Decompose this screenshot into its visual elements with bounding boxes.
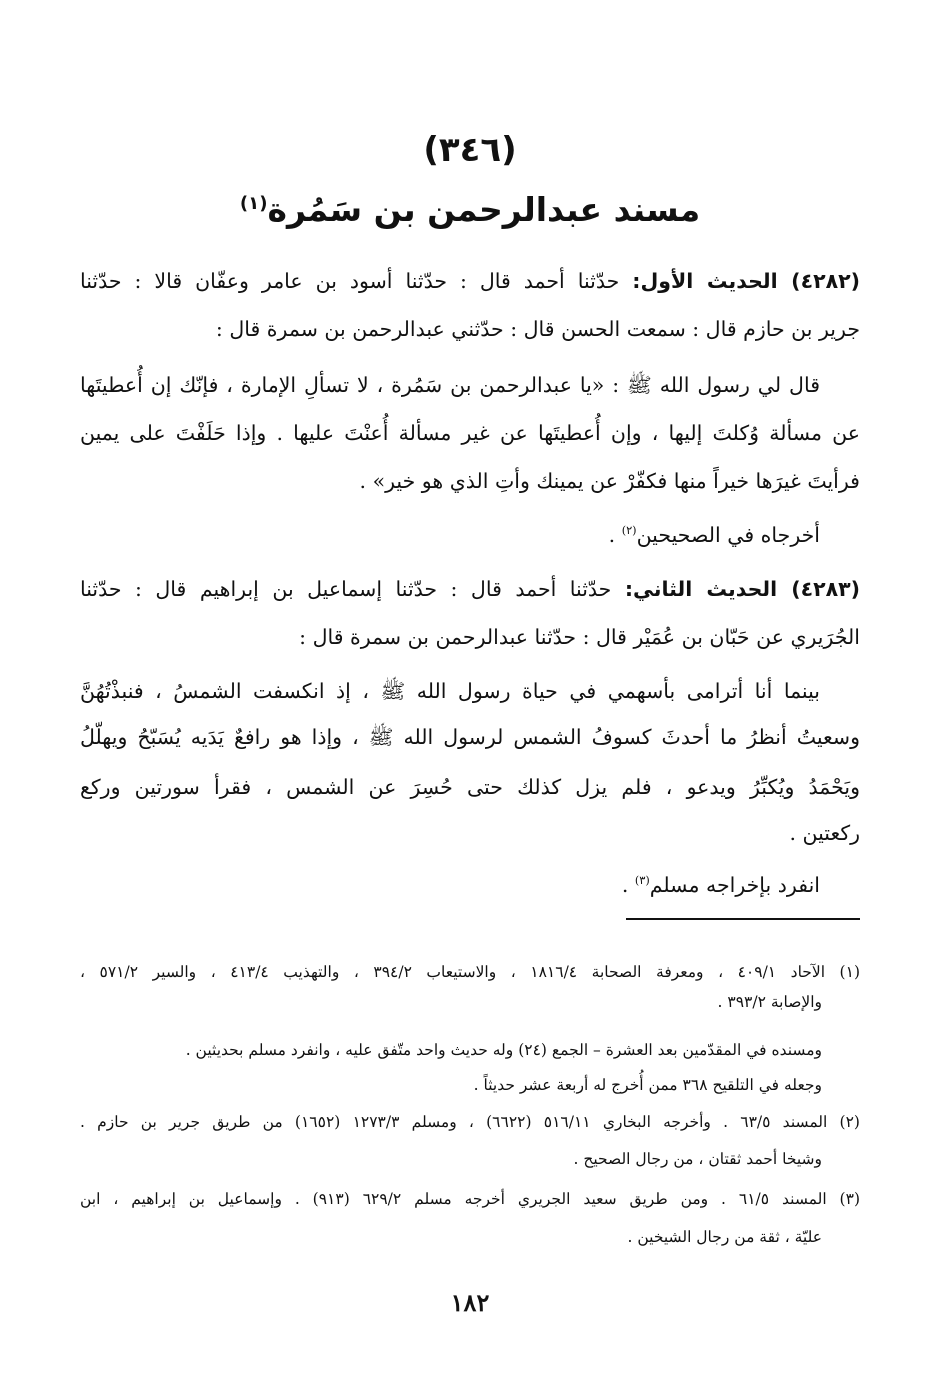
musnad-title-text: مسند عبدالرحمن بن سَمُرة (267, 190, 701, 229)
footnote-2-line-1: (٢) المسند ٦٣/٥ . وأخرجه البخاري ٥١٦/١١ (٦٦٢٢) ، ومسلم ١٢٧٣/٣ (١٦٥٢) من طريق جرير بن حازم . (80, 1113, 860, 1131)
hadith2-line-7-end: . (621, 872, 635, 897)
footnote-ref-2: (٢) (621, 524, 637, 537)
footnote-3-line-2: عليّة ، ثقة من رجال الشيخين . (627, 1228, 822, 1246)
musnad-title (0, 190, 940, 229)
hadith2-label: (٤٢٨٣) الحديث الثاني: (624, 577, 860, 601)
hadith1-line-1 (80, 266, 860, 296)
footnote-ref-1: (١) (239, 193, 268, 214)
footnote-1-line-3: ومسنده في المقدّمين بعد العشرة – الجمع (٢٤) وله حديث واحد متّفق عليه ، وانفرد مسلم بحديثين . (185, 1041, 822, 1059)
hadith1-line-6-text: أخرجاه في الصحيحين (636, 522, 820, 547)
hadith1-line-5: فرأيتَ غيرَها خيراً منها فكفّرْ عن يمينك وأتِ الذي هو خير» . (359, 469, 860, 493)
hadith1-line-1-text: حدّثنا أحمد قال : حدّثنا أسود بن عامر وعفّان قالا : حدّثنا (80, 269, 620, 293)
hadith2-line-4: وسعيتُ أنظرُ ما أحدثَ كسوفُ الشمس لرسول الله ﷺ ، وإذا هو رافعٌ يَدَيه يُسَبّحُ ويهلّلُ (80, 725, 860, 749)
hadith1-line-4: عن مسألة وُكلتَ إليها ، وإن أُعطيتَها عن غير مسألة أُعنْتَ عليها . وإذا حَلَفْتَ على يمين (80, 421, 860, 445)
hadith1-line-6-end: . (608, 522, 622, 547)
footnote-ref-3: (٣) (634, 874, 650, 887)
page-number: ١٨٢ (450, 1288, 490, 1317)
hadith1-line-6 (80, 516, 820, 550)
footnote-3-line-1: (٣) المسند ٦١/٥ . ومن طريق سعيد الجريري أخرجه مسلم ٦٢٩/٢ (٩١٣) . وإسماعيل بن إبراهيم ، ابن (80, 1190, 860, 1208)
hadith1-label: (٤٢٨٢) الحديث الأول: (632, 269, 860, 293)
footnote-1-line-4: وجعله في التلقيح ٣٦٨ ممن أُخرج له أربعة عشر حديثاً . (473, 1076, 822, 1094)
footnote-1-line-1: (١) الآحاد ٤٠٩/١ ، ومعرفة الصحابة ١٨١٦/٤ ، والاستيعاب ٣٩٤/٢ ، والتهذيب ٤١٣/٤ ، والسير ٥٧١/٢ ، (80, 963, 860, 981)
footnote-1-line-2: والإصابة ٣٩٣/٢ . (717, 993, 822, 1011)
hadith2-line-3: بينما أنا أترامى بأسهمي في حياة رسول الله ﷺ ، إذ انكسفت الشمسُ ، فنبذْتُهُنَّ (80, 679, 820, 703)
hadith1-line-3: قال لي رسول الله ﷺ : «يا عبدالرحمن بن سَمُرة ، لا تسألِ الإمارة ، فإنّك إن أُعطيتَها (80, 373, 820, 397)
hadith2-line-5: ويَحْمَدُ ويُكبِّرُ ويدعو ، فلم يزل كذلك حتى حُسِرَ عن الشمس ، فقرأ سورتين وركع (80, 775, 860, 799)
hadith2-line-7-text: انفرد بإخراجه مسلم (649, 872, 820, 897)
hadith1-line-2: جرير بن حازم قال : سمعت الحسن قال : حدّثني عبدالرحمن بن سمرة قال : (215, 317, 860, 341)
hadith2-line-7 (80, 866, 820, 900)
hadith2-line-1-text: حدّثنا أحمد قال : حدّثنا إسماعيل بن إبراهيم قال : حدّثنا (80, 577, 612, 601)
hadith2-line-6: ركعتين . (789, 821, 860, 845)
hadith2-line-2: الجُرَيري عن حَبّان بن عُمَيْر قال : حدّثنا عبدالرحمن بن سمرة قال : (299, 625, 860, 649)
footnote-separator (626, 918, 860, 920)
footnote-2-line-2: وشيخا أحمد ثقتان ، من رجال الصحيح . (573, 1150, 822, 1168)
hadith2-line-1 (80, 574, 860, 604)
musnad-number: (٣٤٦) (423, 130, 517, 170)
